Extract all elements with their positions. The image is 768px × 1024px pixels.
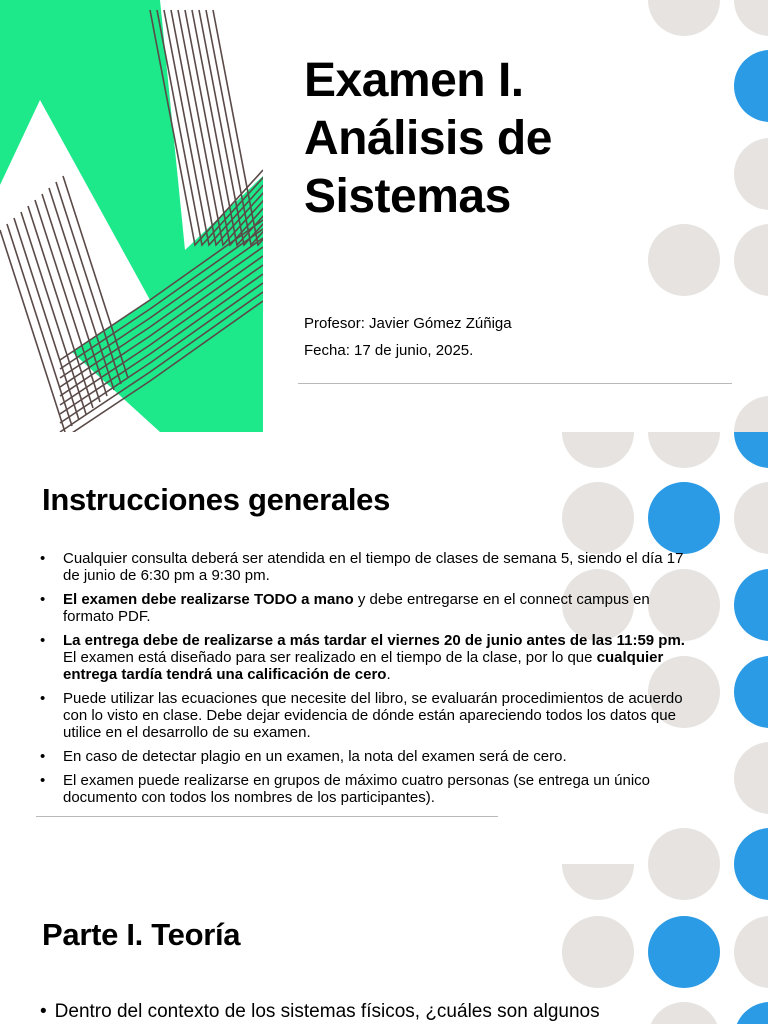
instruction-bold-text: La entrega debe de realizarse a más tardar el viernes 20 de junio antes de las 11:59 pm.	[63, 632, 685, 649]
instruction-item	[40, 748, 698, 765]
part-one-slide	[0, 864, 768, 1024]
instruction-item	[40, 772, 698, 806]
decor-dot-gray	[648, 864, 720, 900]
decor-dot-blue	[734, 864, 768, 900]
decor-dot-blue	[648, 916, 720, 988]
decor-dot-gray	[648, 0, 720, 36]
decor-dot-blue	[734, 828, 768, 864]
decor-dot-blue	[734, 50, 768, 122]
title-line: Examen I.	[304, 54, 524, 107]
instruction-text: .	[386, 666, 391, 683]
instruction-text: El examen puede realizarse en grupos de máximo cuatro personas (se entrega un único documento con todos los nombres de los participantes).	[63, 772, 651, 806]
instruction-bold-text: El examen debe realizarse TODO a mano	[63, 591, 354, 608]
instruction-item	[40, 690, 698, 741]
decor-dot-blue	[648, 482, 720, 554]
section-heading: Instrucciones generales	[42, 482, 391, 517]
title-line: Sistemas	[304, 170, 511, 223]
decor-dot-gray	[734, 742, 768, 814]
decor-dot-gray	[562, 864, 634, 900]
date-text: Fecha: 17 de junio, 2025.	[304, 342, 474, 359]
title-line: Análisis de	[304, 112, 552, 165]
instruction-text: y debe entregarse en el connect campus en formato PDF.	[63, 591, 650, 625]
decor-dot-gray	[734, 916, 768, 988]
stripe-line	[21, 212, 86, 414]
decor-dot-gray	[562, 916, 634, 988]
instruction-bold-text: cualquier entrega tardía tendrá una calificación de cero	[63, 649, 664, 683]
question-text: Dentro del contexto de los sistemas físicos, ¿cuáles son algunos	[54, 1001, 600, 1022]
decor-dot-blue	[734, 1002, 768, 1024]
instruction-item	[40, 591, 698, 625]
instruction-text: Puede utilizar las ecuaciones que necesite del libro, se evaluarán procedimientos de acuerdo con lo visto en clase. Debe dejar evidencia de dónde están apareciendo todos los datos que utilice en el desarrollo de su examen.	[63, 690, 683, 741]
stripe-line	[7, 224, 72, 426]
geometric-art-decoration	[0, 0, 263, 432]
decor-dot-gray	[734, 396, 768, 432]
instruction-text: El examen está diseñado para ser realizado en el tiempo de la clase, por lo que	[63, 649, 597, 666]
decor-dot-gray	[734, 482, 768, 554]
decor-dot-gray	[648, 432, 720, 468]
question-list	[40, 1000, 680, 1024]
divider	[36, 816, 498, 817]
stripe-line	[42, 194, 107, 396]
instruction-text: Cualquier consulta deberá ser atendida en el tiempo de clases de semana 5, siendo el día 17 de junio de 6:30 pm a 9:30 pm.	[63, 550, 684, 584]
instructions-slide	[0, 432, 768, 864]
decor-dot-gray	[734, 0, 768, 36]
decor-dot-gray	[734, 138, 768, 210]
section-heading: Parte I. Teoría	[42, 917, 241, 952]
decor-dot-gray	[734, 224, 768, 296]
decor-dot-gray	[648, 828, 720, 864]
decor-dot-gray	[562, 432, 634, 468]
instruction-text: En caso de detectar plagio en un examen, la nota del examen será de cero.	[63, 748, 567, 765]
divider	[298, 383, 732, 384]
question-item	[40, 1000, 680, 1024]
exam-title	[304, 52, 724, 226]
decor-dot-gray	[648, 224, 720, 296]
decor-dot-blue	[734, 656, 768, 728]
instruction-item	[40, 632, 698, 683]
stripe-line	[35, 200, 100, 402]
stripe-line	[0, 230, 65, 432]
decor-dot-blue	[734, 569, 768, 641]
decor-dot-gray	[562, 482, 634, 554]
professor-text: Profesor: Javier Gómez Zúñiga	[304, 315, 512, 332]
instruction-item	[40, 550, 698, 584]
title-slide	[0, 0, 768, 432]
instructions-list	[40, 550, 698, 813]
decor-dot-blue	[734, 432, 768, 468]
